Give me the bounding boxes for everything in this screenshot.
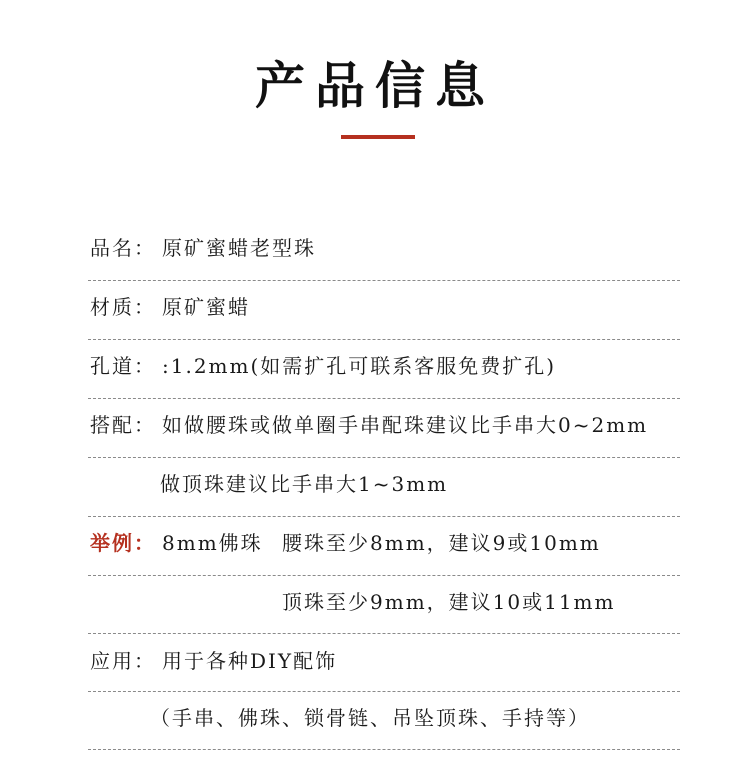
row-value-secondary: 腰珠至少8mm，建议9或10mm xyxy=(282,531,601,555)
row-label: 材质： xyxy=(90,295,156,319)
row-value: 顶珠至少9mm，建议10或11mm xyxy=(282,590,616,614)
info-row-matching xyxy=(0,405,750,463)
dashed-divider xyxy=(88,516,680,517)
page-title: 产品信息 xyxy=(255,56,495,115)
row-value: 如做腰珠或做单圈手串配珠建议比手串大0~2mm xyxy=(162,413,649,437)
row-value: 做顶珠建议比手串大1~3mm xyxy=(160,472,449,496)
info-row-example xyxy=(0,523,750,581)
dashed-divider xyxy=(88,398,680,399)
dashed-divider xyxy=(88,280,680,281)
dashed-divider xyxy=(88,339,680,340)
dashed-divider xyxy=(88,749,680,750)
row-label: 举例： xyxy=(90,531,156,555)
info-row-hole xyxy=(0,346,750,404)
info-row-material xyxy=(0,287,750,345)
info-row-usage-cont xyxy=(0,698,750,756)
info-row-example-cont xyxy=(0,582,750,640)
row-value: 原矿蜜蜡老型珠 xyxy=(162,236,316,260)
row-value: （手串、佛珠、锁骨链、吊坠顶珠、手持等） xyxy=(150,706,590,730)
info-row-name xyxy=(0,228,750,286)
dashed-divider xyxy=(88,633,680,634)
row-value: 8mm佛珠 xyxy=(162,531,263,555)
title-underline xyxy=(341,135,415,139)
row-label: 应用： xyxy=(90,649,156,673)
row-value: 原矿蜜蜡 xyxy=(162,295,250,319)
dashed-divider xyxy=(88,691,680,692)
info-row-matching-cont xyxy=(0,464,750,522)
row-label: 品名： xyxy=(90,236,156,260)
dashed-divider xyxy=(88,575,680,576)
row-value: 用于各种DIY配饰 xyxy=(162,649,338,673)
row-label: 搭配： xyxy=(90,413,156,437)
dashed-divider xyxy=(88,457,680,458)
row-label: 孔道： xyxy=(90,354,156,378)
row-value: :1.2mm(如需扩孔可联系客服免费扩孔) xyxy=(162,354,557,378)
